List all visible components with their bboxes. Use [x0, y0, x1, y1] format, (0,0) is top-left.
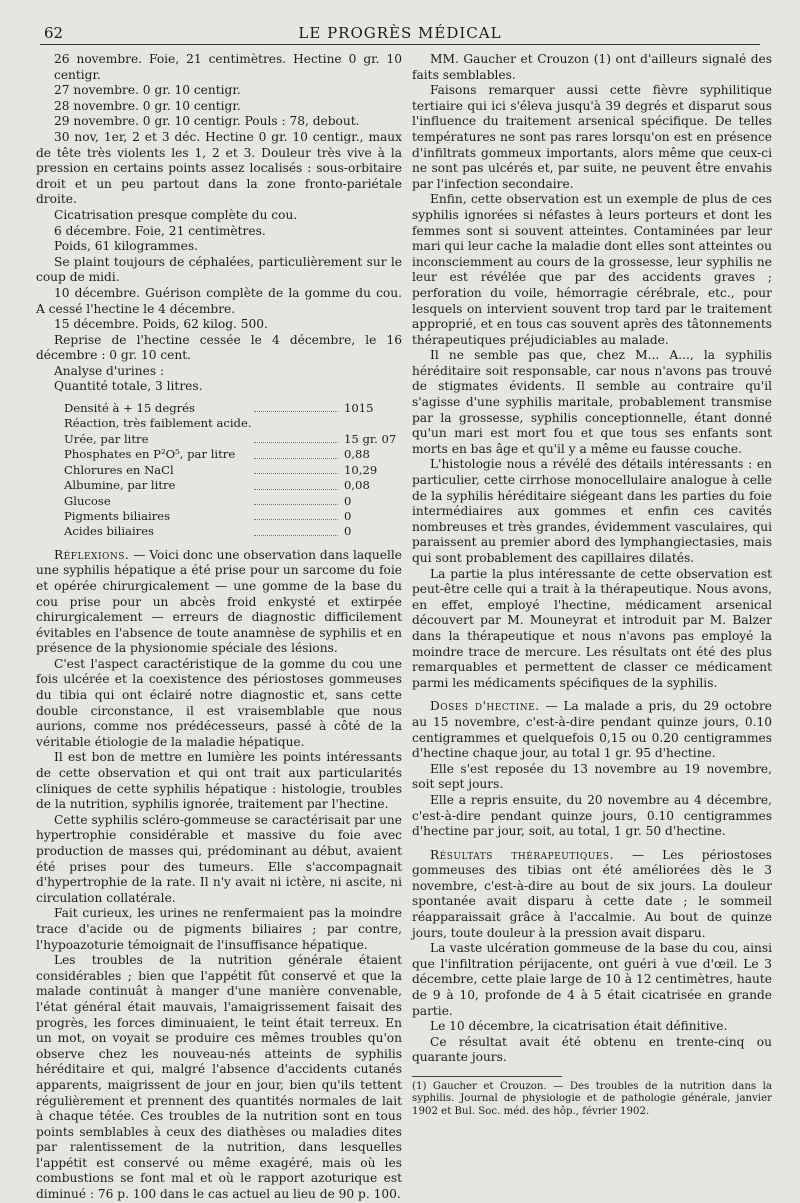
section-label: Réflexions. — [54, 547, 130, 562]
lab-row — [36, 494, 402, 509]
body-paragraph: MM. Gaucher et Crouzon (1) ont d'ailleurs signalé des faits semblables. — [412, 52, 772, 82]
obs-line: 26 novembre. Foie, 21 centimètres. Hectine 0 gr. 10 centigr. — [54, 52, 402, 82]
footnote-rule — [412, 1076, 562, 1077]
lab-label: Urée, par litre — [64, 431, 149, 446]
obs-line: Quantité totale, 3 litres. — [54, 379, 203, 394]
section-label: Doses d'hectine. — [430, 699, 540, 714]
lab-row — [36, 463, 402, 478]
obs-line: Cicatrisation presque complète du cou. — [54, 207, 298, 222]
obs-line: Reprise de l'hectine cessée le 4 décembre, le 16 décembre : 0 gr. 10 cent. — [36, 332, 402, 363]
body-paragraph: Les troubles de la nutrition générale étaient considérables ; bien que l'appétit fût conservé et que la malade continuât à manger d'une manière convenable, l'état général était mauvais, l'amaigrissement faisait des progrès, les forces diminuaient, le teint était terreux. En un mot, on voyait se produire ces mêmes troubles qu'on observe chez les nouveau-nés atteints de syphilis héréditaire et qui, malgré l'absence d'accidents cutanés apparents, maigrissent de jour en jour, bien qu'ils tettent régulièrement et prennent des quantités normales de lait à chaque tétée. Ces troubles de la nutrition sont en tous points semblables à ceux des diathèses ou maladies dites par ralentissement de la nutrition, dans lesquelles l'appétit est conservé ou même exagéré, mais où les combustions se font mal et où le rapport azoturique est diminué : 76 p. 100 dans le cas actuel au lieu de 90 p. 100. — [36, 953, 402, 1202]
body-paragraph: Enfin, cette observation est un exemple de plus de ces syphilis ignorées si néfastes à leurs porteurs et dont les femmes sont si souvent atteintes. Contaminées par leur mari qui leur cache la maladie dont elles sont atteintes ou inconsciemment au cours de la grossesse, leur syphilis ne leur est révélée que par des accidents graves ; perforation du voile, hémorragie cérébrale, etc., pour lesquels on intervient souvent trop tard par le traitement approprié, et en tous cas souvent après des tâtonnements thérapeutiques préjudiciables au malade. — [412, 192, 772, 347]
body-paragraph: Il ne semble pas que, chez M... A..., la syphilis héréditaire soit responsable, car nous n'avons pas trouvé de stigmates évidents. Il semble au contraire qu'il s'agisse d'une syphilis maritale, probablement transmise par la grossesse, syphilis conceptionnelle, étant donné qu'un mari est mort fou et que tous ses enfants sont morts en bas âge et qu'il y a même eu fausse couche. — [412, 348, 772, 456]
body-paragraph: La vaste ulcération gommeuse de la base du cou, ainsi que l'infiltration périjacente, ont guéri à vue d'œil. Le 3 décembre, cette plaie large de 10 à 12 centimètres, haute de 9 à 10, profonde de 4 à 5 était cicatrisée en grande partie. — [412, 941, 772, 1018]
obs-line: 30 nov, 1er, 2 et 3 déc. Hectine 0 gr. 10 centigr., maux de tête très violents les 1, 2 et 3. Douleur très vive à la pression en certains points assez localisés : sous-orbitaire droit et un peu partout dans la zone fronto-pariétale droite. — [36, 129, 402, 207]
page-number: 62 — [44, 24, 64, 42]
obs-line: 15 décembre. Poids, 62 kilog. 500. — [54, 317, 268, 332]
lab-label: Réaction, très faiblement acide. — [64, 416, 252, 431]
body-paragraph: La partie la plus intéressante de cette observation est peut-être celle qui a trait à la thérapeutique. Nous avons, en effet, employé l'hectine, médicament arsenical découvert par M. Mouneyrat et introduit par M. Balzer dans la thérapeutique et nous n'avons pas employé la moindre trace de mercure. Les résultats ont été des plus remarquables et permettent de classer ce médicament parmi les médicaments spécifiques de la syphilis. — [412, 566, 772, 690]
body-paragraph: Elle a repris ensuite, du 20 novembre au 4 décembre, c'est-à-dire pendant quinze jours, 0.10 centigrammes d'hectine par jour, soit, au total, 1 gr. 50 d'hectine. — [412, 792, 772, 839]
left-column — [36, 52, 403, 1202]
lab-row — [36, 401, 402, 416]
body-paragraph: Le 10 décembre, la cicatrisation était définitive. — [430, 1019, 728, 1034]
lab-value: 0,08 — [344, 478, 370, 493]
reflexions-paragraph: Réflexions. — Voici donc une observation dans laquelle une syphilis hépatique a été prise pour un sarcome du foie et opérée chirurgicalement — une gomme de la base du cou prise pour un abcès froid enkysté et extirpée chirurgicalement — erreurs de diagnostic difficilement évitables en l'absence de toute anamnèse de syphilis et en présence de la physionomie spéciale des lésions. — [36, 547, 403, 656]
lab-label: Phosphates en P²O⁵, par litre — [64, 447, 236, 462]
obs-line: Analyse d'urines : — [54, 363, 165, 378]
body-paragraph: Il est bon de mettre en lumière les points intéressants de cette observation et qui ont trait aux particularités cliniques de cette syphilis hépatique : histologie, troubles de la nutrition, syphilis ignorée, traitement par l'hectine. — [36, 750, 402, 812]
body-paragraph: C'est l'aspect caractéristique de la gomme du cou une fois ulcérée et la coexistence des périostoses gommeuses du tibia qui ont éclairé notre diagnostic et, sans cette double circonstance, il est vraisemblable que nous aurions, comme nos prédécesseurs, passé à côté de la véritable étiologie de la maladie hépatique. — [36, 656, 402, 749]
lab-row — [36, 524, 402, 539]
lab-value: 0 — [344, 493, 352, 508]
section-label: Résultats thérapeutiques. — [430, 847, 614, 862]
body-paragraph: Elle s'est reposée du 13 novembre au 19 novembre, soit sept jours. — [412, 761, 772, 792]
lab-label: Glucose — [64, 493, 111, 508]
lab-label: Densité à + 15 degrés — [64, 401, 195, 416]
lab-value: 0 — [344, 524, 352, 539]
lab-row — [36, 509, 402, 524]
lab-label: Chlorures en NaCl — [64, 462, 174, 477]
journal-title: LE PROGRÈS MÉDICAL — [298, 24, 502, 42]
obs-line: Se plaint toujours de céphalées, particulièrement sur le coup de midi. — [36, 254, 402, 285]
lab-value: 15 gr. 07 — [344, 431, 397, 446]
doses-paragraph: Doses d'hectine. — La malade a pris, du 29 octobre au 15 novembre, c'est-à-dire pendant quinze jours, 0.10 centigrammes et quelquefois 0,15 ou 0.20 centigrammes d'hectine chaque jour, au total 1 gr. 95 d'hectine. — [412, 699, 773, 761]
body-paragraph: L'histologie nous a révélé des détails intéressants : en particulier, cette cirrhose monocellulaire analogue à celle de la syphilis héréditaire siégeant dans les parties du foie intermédiaires aux gommes et enfin ces cavités nombreuses et très grandes, évidemment vasculaires, qui paraissent au premier abord des lymphangiectasies, mais qui sont probablement des capillaires dilatés. — [412, 457, 772, 565]
lab-row — [36, 416, 402, 431]
running-header — [40, 22, 760, 45]
lab-value: 0 — [344, 508, 352, 523]
lab-value: 0,88 — [344, 447, 370, 462]
lab-row — [36, 432, 402, 447]
lab-row — [36, 478, 402, 493]
right-column — [412, 52, 773, 1117]
body-paragraph: Fait curieux, les urines ne renfermaient pas la moindre trace d'acide ou de pigments biliaires ; par contre, l'hypoazoturie témoignait de l'insuffisance hépatique. — [36, 906, 402, 952]
body-paragraph: Ce résultat avait été obtenu en trente-cinq ou quarante jours. — [412, 1034, 772, 1065]
results-paragraph: Résultats thérapeutiques. — Les périostoses gommeuses des tibias ont été améliorées dès le 3 novembre, c'est-à-dire au bout de six jours. La douleur spontanée avait disparu à cette date ; le sommeil réapparaissait grâce à l'accalmie. Au bout de quinze jours, toute douleur à la pression avait disparu. — [412, 847, 772, 940]
lab-label: Acides biliaires — [64, 524, 155, 539]
footnote: (1) Gaucher et Crouzon. — Des troubles de la nutrition dans la syphilis. Journal de physiologie et de pathologie générale, janvier 1902 et Bul. Soc. méd. des hôp., février 1902. — [412, 1081, 772, 1117]
lab-label: Pigments biliaires — [64, 508, 171, 523]
body-paragraph: Faisons remarquer aussi cette fièvre syphilitique tertiaire qui ici s'éleva jusqu'à 39 degrés et disparut sous l'influence du traitement arsenical spécifique. De telles températures ne sont pas rares lorsqu'on est en présence d'infiltrats gommeux importants, alors même que ceux-ci ne sont pas ulcérés et, par suite, ne peuvent être envahis par l'infection secondaire. — [412, 83, 772, 191]
lab-value: 10,29 — [344, 462, 378, 477]
lab-row — [36, 447, 402, 462]
lab-label: Albumine, par litre — [64, 478, 176, 493]
obs-line: 27 novembre. 0 gr. 10 centigr. — [54, 83, 241, 98]
urine-analysis-table — [36, 401, 402, 540]
obs-line: 10 décembre. Guérison complète de la gomme du cou. A cessé l'hectine le 4 décembre. — [36, 285, 402, 316]
lab-value: 1015 — [344, 401, 374, 416]
body-paragraph: Cette syphilis scléro-gommeuse se caractérisait par une hypertrophie considérable et massive du foie avec production de masses qui, prédominant au début, avaient été prises pour des tumeurs. Elle s'accompagnait d'hypertrophie de la rate. Il n'y avait ni ictère, ni ascite, ni circulation collatérale. — [36, 812, 402, 905]
obs-line: 6 décembre. Foie, 21 centimètres. — [54, 223, 266, 238]
obs-line: 29 novembre. 0 gr. 10 centigr. Pouls : 78, debout. — [54, 114, 360, 129]
obs-line: Poids, 61 kilogrammes. — [54, 239, 198, 254]
obs-line: 28 novembre. 0 gr. 10 centigr. — [54, 98, 241, 113]
